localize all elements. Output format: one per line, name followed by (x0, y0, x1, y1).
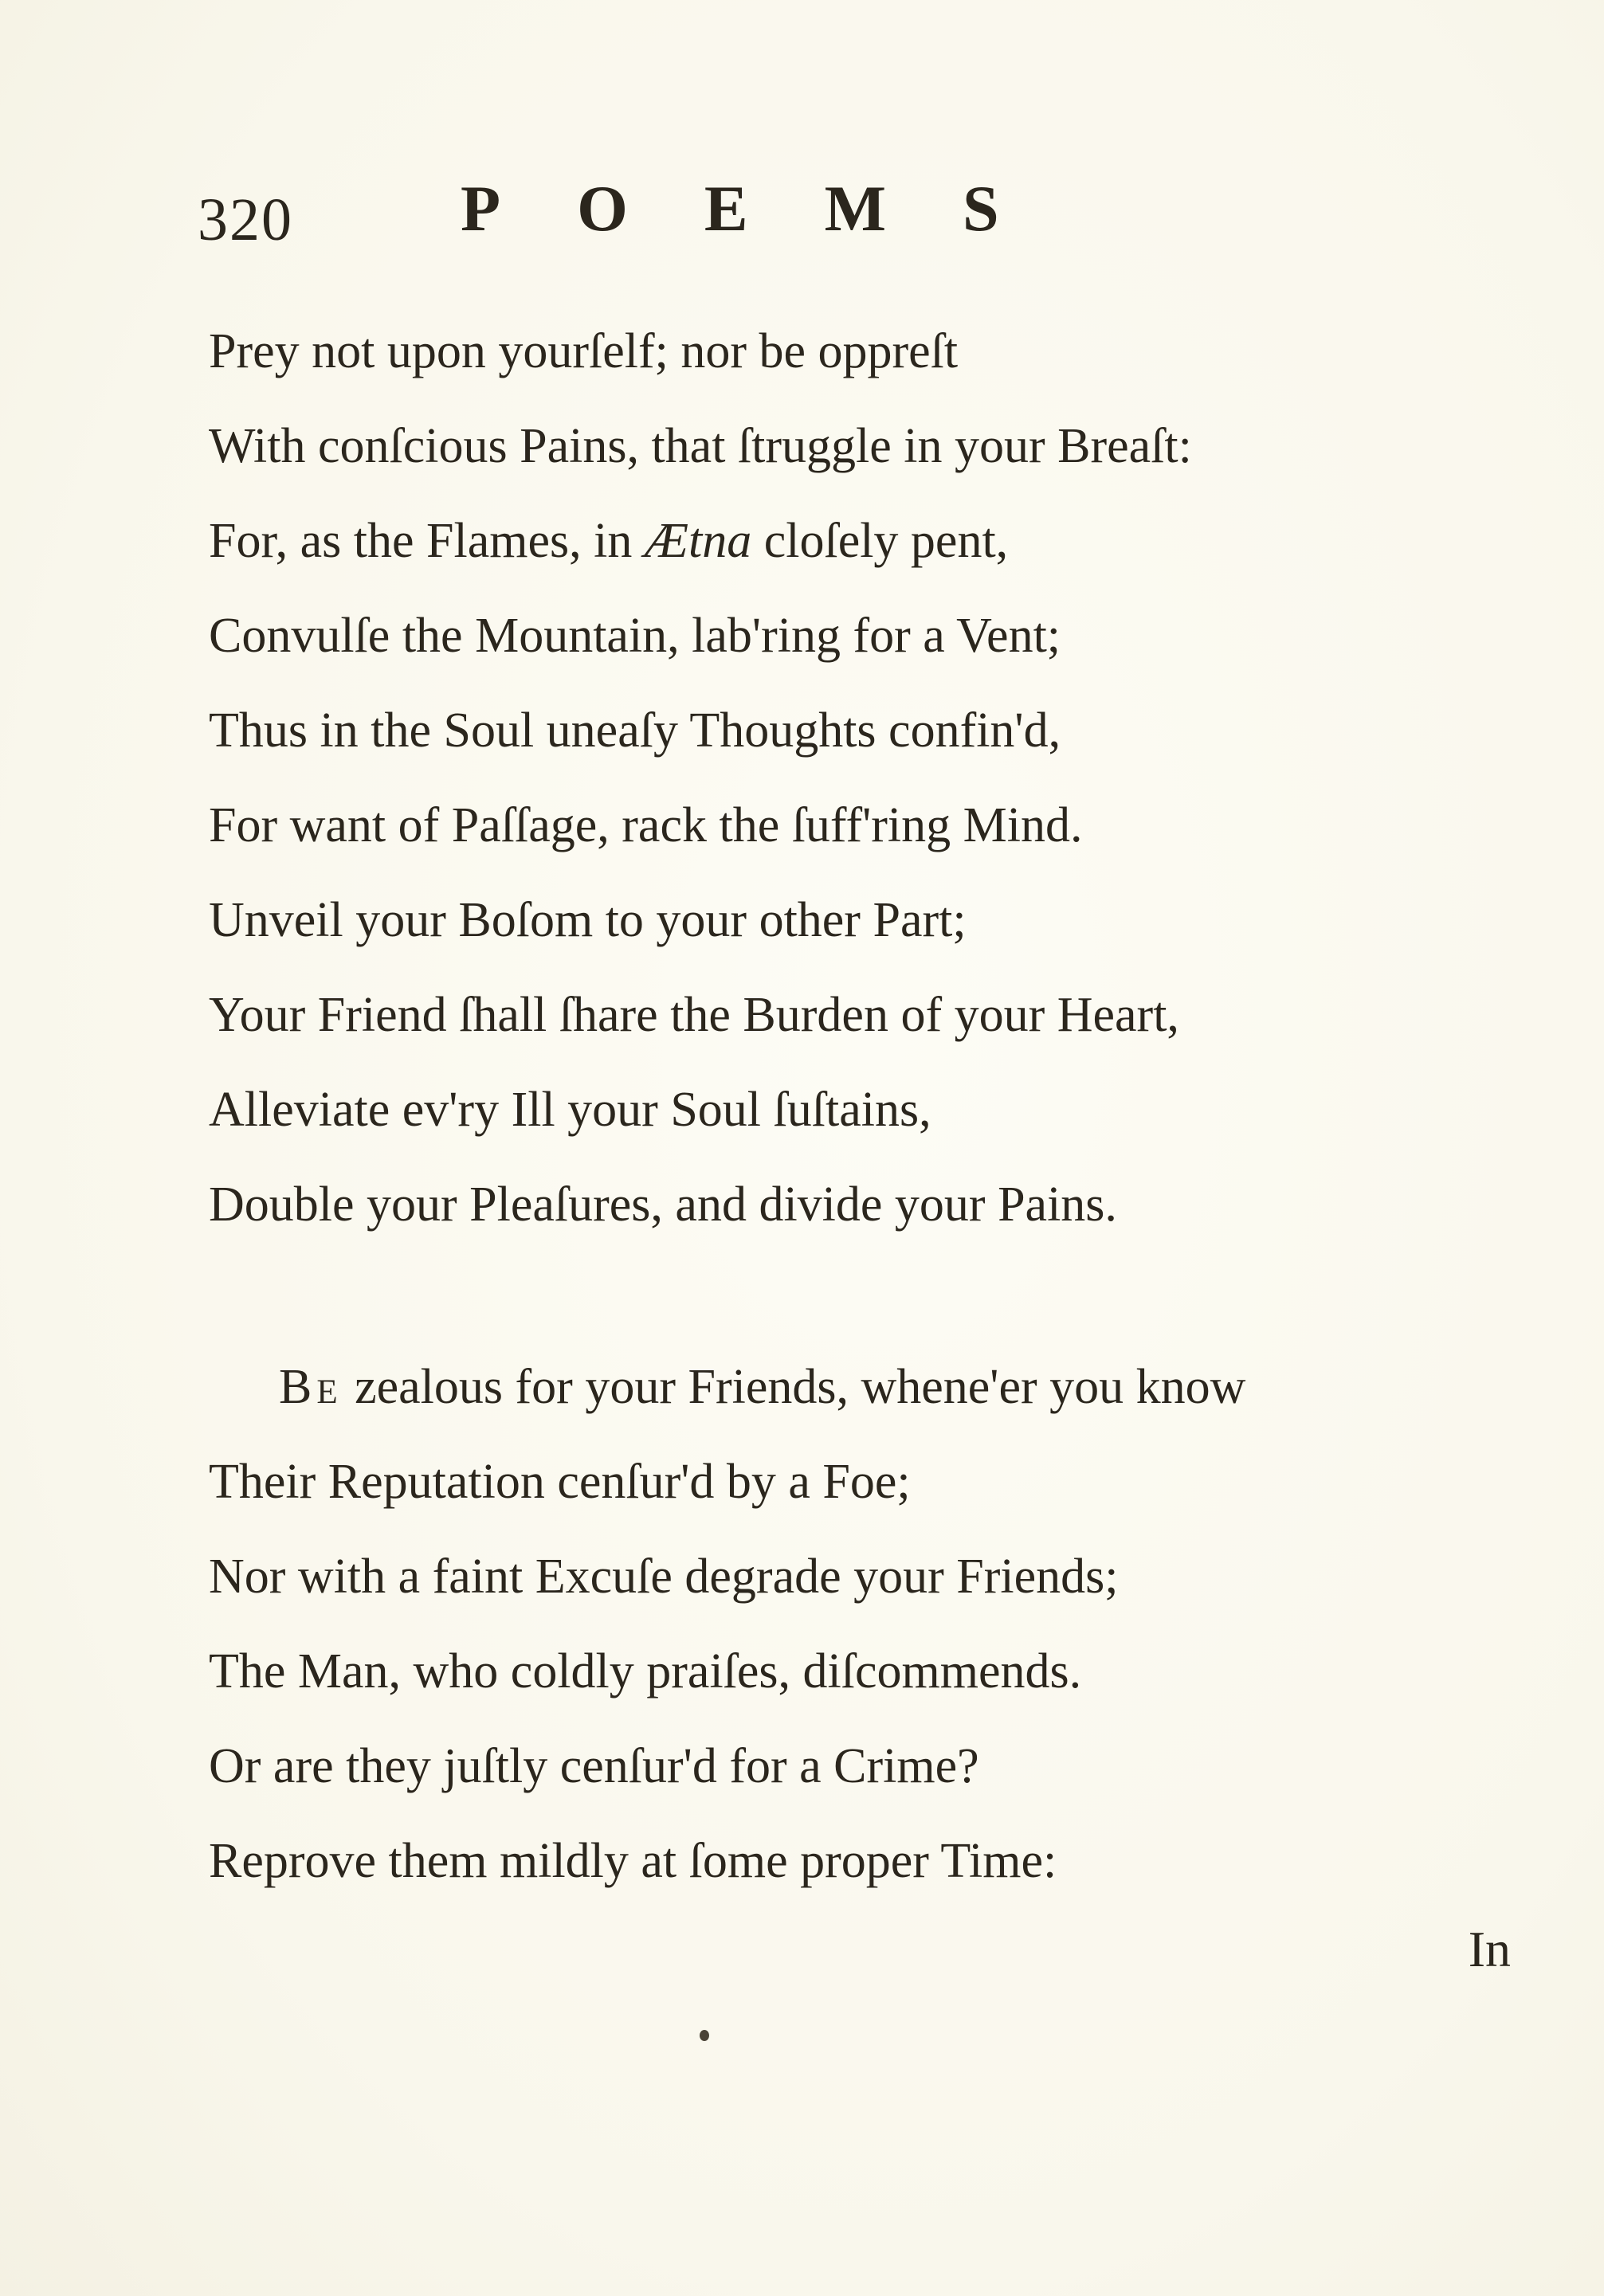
verse-line: With conſcious Pains, that ſtruggle in your Breaſt: (209, 419, 1192, 473)
verse-line: The Man, who coldly praiſes, diſcommends. (209, 1644, 1082, 1698)
verse-text: zealous for your Friends, whene'er you know (342, 1360, 1246, 1414)
running-title: POEMS (461, 172, 1076, 245)
verse-line: Reprove them mildly at ſome proper Time: (209, 1834, 1057, 1888)
page-header (198, 171, 1233, 259)
verse-line: Prey not upon yourſelf; nor be oppreſt (209, 324, 959, 378)
verse-line: Alleviate ev'ry Ill your Soul ſuſtains, (209, 1083, 931, 1137)
verse-line: Unveil your Boſom to your other Part; (209, 893, 967, 947)
verse-line: Your Friend ſhall ſhare the Burden of your Heart, (209, 988, 1179, 1042)
verse-line: Convulſe the Mountain, lab'ring for a Vent; (209, 609, 1061, 663)
verse-text: For, as the Flames, in (209, 514, 645, 568)
verse-line: Double your Pleaſures, and divide your Pains. (209, 1177, 1117, 1232)
verse-line-opening (209, 1340, 1452, 1435)
verse-line: Thus in the Soul uneaſy Thoughts confin'd, (209, 703, 1061, 758)
opening-word: Be (279, 1360, 343, 1414)
ink-speck (700, 2030, 709, 2041)
stanza-1 (209, 304, 1452, 1252)
stanza-2 (209, 1340, 1452, 1909)
verse-line: Their Reputation cenſur'd by a Foe; (209, 1455, 911, 1509)
verse-line (209, 494, 1452, 589)
page-number: 320 (198, 186, 293, 253)
verse-text: cloſely pent, (751, 514, 1009, 568)
italic-place-name: Ætna (644, 514, 752, 568)
verse-line: Nor with a faint Excuſe degrade your Friends; (209, 1550, 1119, 1604)
verse-line: Or are they juſtly cenſur'd for a Crime? (209, 1739, 979, 1793)
catchword: In (1468, 1921, 1511, 1977)
verse-line: For want of Paſſage, rack the ſuff'ring Mind. (209, 798, 1083, 852)
